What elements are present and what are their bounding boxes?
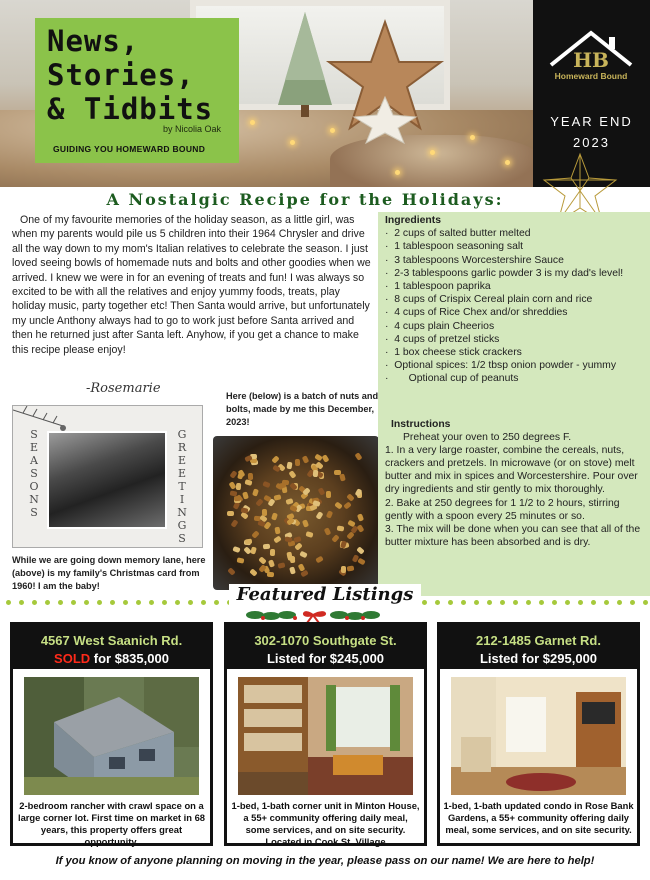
card-letter: S — [30, 467, 38, 480]
masthead-title — [47, 24, 213, 126]
house-roof-icon — [545, 25, 637, 71]
masthead-title-line: & Tidbits — [47, 92, 214, 126]
listing-address: 212-1485 Garnet Rd. — [475, 633, 601, 648]
snack-piece — [323, 528, 331, 536]
snack-piece — [287, 462, 293, 470]
edition-year: 2023 — [573, 135, 610, 150]
snack-piece — [251, 530, 259, 539]
snack-piece — [302, 455, 310, 463]
snack-piece — [357, 547, 366, 555]
fairy-light — [505, 160, 510, 165]
snack-piece — [245, 539, 253, 545]
snack-piece — [356, 524, 364, 533]
snack-piece — [294, 536, 302, 543]
card-letter: I — [179, 493, 185, 506]
card-letter: E — [177, 454, 187, 467]
ingredient-item: · 4 cups of pretzel sticks — [385, 333, 647, 346]
snack-piece — [237, 471, 244, 479]
snack-piece — [355, 452, 363, 461]
masthead-title-box — [35, 18, 239, 163]
snack-piece — [255, 499, 263, 508]
card-letter: G — [177, 428, 187, 441]
snack-piece — [347, 532, 355, 541]
paper-star-icon — [350, 95, 420, 145]
listing-description: 1-bed, 1-bath corner unit in Minton House, a 55+ community offering daily meal, some services, and on site security. Located in Cook St. Village — [231, 800, 420, 847]
snack-piece — [339, 474, 346, 482]
snack-piece — [332, 534, 340, 543]
fairy-light — [470, 135, 475, 140]
card-letter: G — [177, 519, 187, 532]
instructions-heading: Instructions — [391, 419, 451, 430]
living-room-photo — [238, 677, 413, 795]
listing-card[interactable] — [10, 622, 213, 846]
logo-monogram: HB — [573, 48, 609, 71]
snack-piece — [235, 483, 241, 490]
card-letter: R — [177, 441, 187, 454]
byline: by Nicolia Oak — [162, 124, 221, 134]
snack-piece — [230, 519, 238, 528]
snack-piece — [318, 487, 326, 496]
ingredients-heading: Ingredients — [385, 215, 442, 226]
featured-listings-title — [0, 584, 650, 605]
snack-piece — [249, 569, 258, 577]
listing-price-text: Listed for $295,000 — [479, 651, 598, 666]
snack-piece — [274, 495, 282, 502]
ingredient-item: · 2-3 tablespoons garlic powder 3 is my dad's level! — [385, 267, 647, 280]
snack-piece — [227, 511, 234, 516]
listing-address: 4567 West Saanich Rd. — [40, 633, 183, 648]
ingredient-item: · 8 cups of Crispix Cereal plain corn and rice — [385, 293, 647, 306]
snack-piece — [284, 536, 292, 543]
card-letter: E — [177, 467, 187, 480]
listing-header — [227, 625, 424, 669]
ingredient-item: · 4 cups of Rice Chex and/or shreddies — [385, 306, 647, 319]
snack-piece — [299, 551, 307, 559]
snack-piece — [289, 471, 297, 480]
christmas-card-photo — [12, 405, 203, 548]
sold-badge: SOLD — [54, 651, 91, 666]
card-letter: A — [30, 454, 38, 467]
snack-piece — [262, 509, 267, 516]
snack-piece — [271, 513, 278, 521]
condo-interior-photo — [451, 677, 626, 795]
card-greetings-text — [175, 428, 189, 545]
snack-piece — [242, 491, 249, 499]
card-letter: S — [30, 506, 38, 519]
ingredient-item: · Optional cup of peanuts — [385, 372, 647, 385]
fairy-light — [430, 150, 435, 155]
snack-piece — [343, 501, 352, 509]
masthead-title-line: News, — [47, 24, 140, 58]
ingredient-item: · 1 tablespoon paprika — [385, 280, 647, 293]
snack-piece — [248, 473, 253, 480]
listing-description: 1-bed, 1-bath updated condo in Rose Bank Gardens, a 55+ community offering daily meal, some services, and on site security. — [443, 800, 634, 835]
edition-label — [533, 111, 650, 153]
listing-photo — [238, 677, 413, 795]
fairy-light — [290, 140, 295, 145]
snack-piece — [302, 519, 309, 527]
snack-piece — [277, 562, 285, 569]
ingredient-item: · 1 box cheese stick crackers — [385, 346, 647, 359]
rancher-house-photo — [24, 677, 199, 795]
snack-piece — [289, 567, 296, 575]
card-letter: E — [29, 441, 39, 454]
ingredients-list — [385, 214, 647, 386]
nuts-and-bolts-photo — [213, 436, 379, 590]
brand-name: Homeward Bound — [554, 71, 628, 81]
snack-piece — [250, 546, 257, 554]
listing-address: 302-1070 Southgate St. — [254, 633, 397, 648]
fairy-light — [395, 170, 400, 175]
snack-piece — [271, 455, 279, 464]
snack-piece — [356, 513, 363, 521]
card-letter: S — [178, 532, 186, 545]
snack-piece — [357, 558, 366, 566]
listing-price-text: for $835,000 — [90, 651, 169, 666]
snack-piece — [262, 481, 270, 488]
snack-piece — [232, 546, 240, 553]
snack-piece — [273, 536, 282, 544]
listing-card[interactable] — [224, 622, 427, 846]
snack-piece — [287, 555, 295, 562]
recipe-title: A Nostalgic Recipe for the Holidays: — [106, 190, 504, 209]
listing-card[interactable] — [437, 622, 640, 846]
instructions-intro: Preheat your oven to 250 degrees F. — [403, 432, 572, 444]
listing-price — [227, 651, 424, 666]
snack-piece — [268, 559, 275, 567]
snack-piece — [229, 490, 237, 496]
ingredient-item: · 2 cups of salted butter melted — [385, 227, 647, 240]
instruction-step: 3. The mix will be done when you can see that all of the butter mixture has been absorbed and is dry. — [385, 523, 641, 548]
card-letter: S — [30, 428, 38, 441]
snack-piece — [306, 531, 314, 538]
snack-piece — [294, 542, 303, 550]
card-caption: While we are going down memory lane, here (above) is my family's Christmas card from 1960! I am the baby! — [12, 555, 206, 591]
masthead-title-line: Stories, — [47, 58, 195, 92]
holly-garland-icon — [243, 607, 383, 623]
listing-description: 2-bedroom rancher with crawl space on a large corner lot. First time on market in 68 years, this property offers great opportunity. — [17, 800, 206, 847]
snack-piece — [295, 459, 300, 466]
batch-caption: Here (below) is a batch of nuts and bolts, made by me this December, 2023! — [226, 391, 379, 427]
snack-piece — [341, 566, 346, 573]
snack-piece — [240, 507, 248, 513]
tagline: GUIDING YOU HOMEWARD BOUND — [53, 144, 206, 154]
snack-piece — [335, 501, 344, 509]
snack-piece — [274, 527, 280, 535]
fairy-light — [330, 128, 335, 133]
snack-piece — [326, 510, 333, 518]
listing-header — [13, 625, 210, 669]
ingredient-item: · 4 cups plain Cheerios — [385, 320, 647, 333]
listing-photo — [451, 677, 626, 795]
listing-price — [13, 651, 210, 666]
story-text — [12, 213, 374, 357]
snack-piece — [252, 488, 259, 496]
card-letter: O — [29, 480, 39, 493]
snack-piece — [227, 568, 236, 576]
snack-piece — [326, 491, 331, 498]
ingredient-item: · Optional spices: 1/2 tbsp onion powder - yummy — [385, 359, 647, 372]
instruction-step: 1. In a very large roaster, combine the cereals, nuts, crackers and pretzels. In microwave (or on stove) melt butter and mix in spices and Worcestershire. Pour over dry ingredients and stir gently to mix thoroughly. — [385, 445, 638, 496]
snack-piece — [270, 549, 275, 556]
family-photo — [47, 431, 167, 529]
snack-piece — [245, 480, 253, 487]
snack-piece — [315, 555, 324, 563]
card-letter: N — [177, 506, 187, 519]
snack-piece — [322, 454, 330, 463]
story-paragraph: One of my favourite memories of the holiday season, as a little girl, was when my parents would pile us 5 children into their 1964 Chrysler and drive all the way down to my mom's Italian relatives to celebrate the season. I just loved seeing bowls of homemade nuts and bolts and other goodies when we arrived. I knew we were in for an evening of treats and fun! I was always so excited to be with all the relatives and enjoy yummy foods, treats, play holiday music, party together etc! Then Santa would arrive, but unfortunately my uncle Anthony always had to go to work just before Santa arrived and then he returned just after Santa left. Anyhow, if you get a chance to make this recipe please enjoy! — [12, 214, 371, 356]
snack-piece — [346, 565, 354, 571]
snack-piece — [316, 511, 324, 520]
card-seasons-text — [27, 428, 41, 519]
snack-piece — [337, 526, 345, 532]
card-letter: N — [29, 493, 39, 506]
footer-message: If you know of anyone planning on moving in the year, please pass on our name! We are here to help! — [55, 855, 595, 867]
ingredient-item: · 3 tablespoons Worcestershire Sauce — [385, 254, 647, 267]
listing-header — [440, 625, 637, 669]
signature: -Rosemarie — [86, 381, 161, 396]
card-letter: T — [178, 480, 186, 493]
listing-price-text: Listed for $245,000 — [266, 651, 385, 666]
listing-price — [440, 651, 637, 666]
instruction-step: 2. Bake at 250 degrees for 1 1/2 to 2 hours, stirring gently with a spoon every 25 minutes or so. — [385, 497, 620, 522]
edition-line: YEAR END — [550, 114, 633, 129]
snack-piece — [346, 493, 355, 501]
instructions — [385, 418, 647, 549]
featured-listings-label: Featured Listings — [229, 584, 422, 605]
homeward-bound-logo — [545, 25, 637, 85]
listing-photo — [24, 677, 199, 795]
fairy-light — [250, 120, 255, 125]
snack-piece — [237, 557, 245, 563]
ingredient-item: · 1 tablespoon seasoning salt — [385, 240, 647, 253]
snack-piece — [267, 572, 274, 577]
